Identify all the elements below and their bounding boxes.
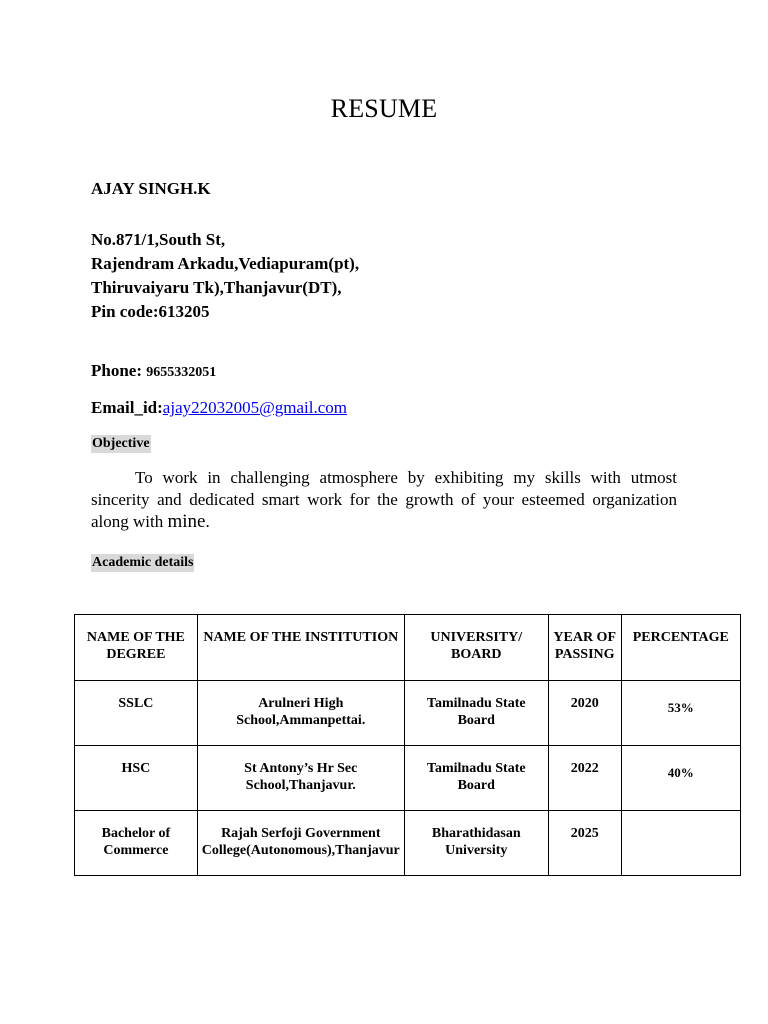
table-row (75, 681, 741, 746)
email-label: Email_id: (91, 398, 163, 417)
address-line: Pin code:613205 (91, 302, 210, 321)
cell-board: Tamilnadu State Board (404, 681, 548, 746)
cell-percentage: 53% (621, 681, 740, 746)
phone-number: 9655332051 (146, 365, 217, 380)
cell-year: 2020 (548, 681, 621, 746)
address-line: No.871/1,South St, (91, 230, 226, 249)
objective-text (91, 467, 677, 533)
cell-board: Tamilnadu State Board (404, 746, 548, 811)
cell-percentage (621, 811, 740, 876)
header-institution: NAME OF THE INSTITUTION (197, 615, 404, 681)
cell-institution: Rajah Serfoji Government College(Autonomous),Thanjavur (197, 811, 404, 876)
email-link[interactable]: ajay22032005@gmail.com (162, 398, 347, 417)
applicant-name: AJAY SINGH.K (91, 179, 211, 198)
phone-label: Phone: (91, 361, 147, 380)
cell-degree: SSLC (75, 681, 198, 746)
email-line (91, 398, 347, 418)
academic-heading: Academic details (92, 555, 194, 570)
header-degree: NAME OF THE DEGREE (75, 615, 198, 681)
academic-table (74, 614, 741, 876)
header-year: YEAR OF PASSING (548, 615, 621, 681)
cell-degree: Bachelor of Commerce (75, 811, 198, 876)
table-row (75, 746, 741, 811)
cell-institution: Arulneri High School,Ammanpettai. (197, 681, 404, 746)
table-header-row (75, 615, 741, 681)
address-block (91, 228, 359, 324)
cell-year: 2025 (548, 811, 621, 876)
address-line: Thiruvaiyaru Tk),Thanjavur(DT), (91, 278, 342, 297)
header-percentage: PERCENTAGE (621, 615, 740, 681)
page-title: RESUME (330, 94, 438, 123)
objective-period: . (205, 512, 210, 531)
cell-degree: HSC (75, 746, 198, 811)
cell-year: 2022 (548, 746, 621, 811)
table-row (75, 811, 741, 876)
address-line: Rajendram Arkadu,Vediapuram(pt), (91, 254, 360, 273)
cell-percentage: 40% (621, 746, 740, 811)
objective-heading: Objective (92, 436, 150, 451)
objective-last-word: mine (167, 511, 206, 532)
phone-line (91, 361, 216, 381)
cell-board: Bharathidasan University (404, 811, 548, 876)
header-board: UNIVERSITY/ BOARD (404, 615, 548, 681)
cell-institution: St Antony’s Hr Sec School,Thanjavur. (197, 746, 404, 811)
objective-body: To work in challenging atmosphere by exhibiting my skills with utmost sincerity and dedicated smart work for the growth of your esteemed organization along with (91, 468, 677, 531)
